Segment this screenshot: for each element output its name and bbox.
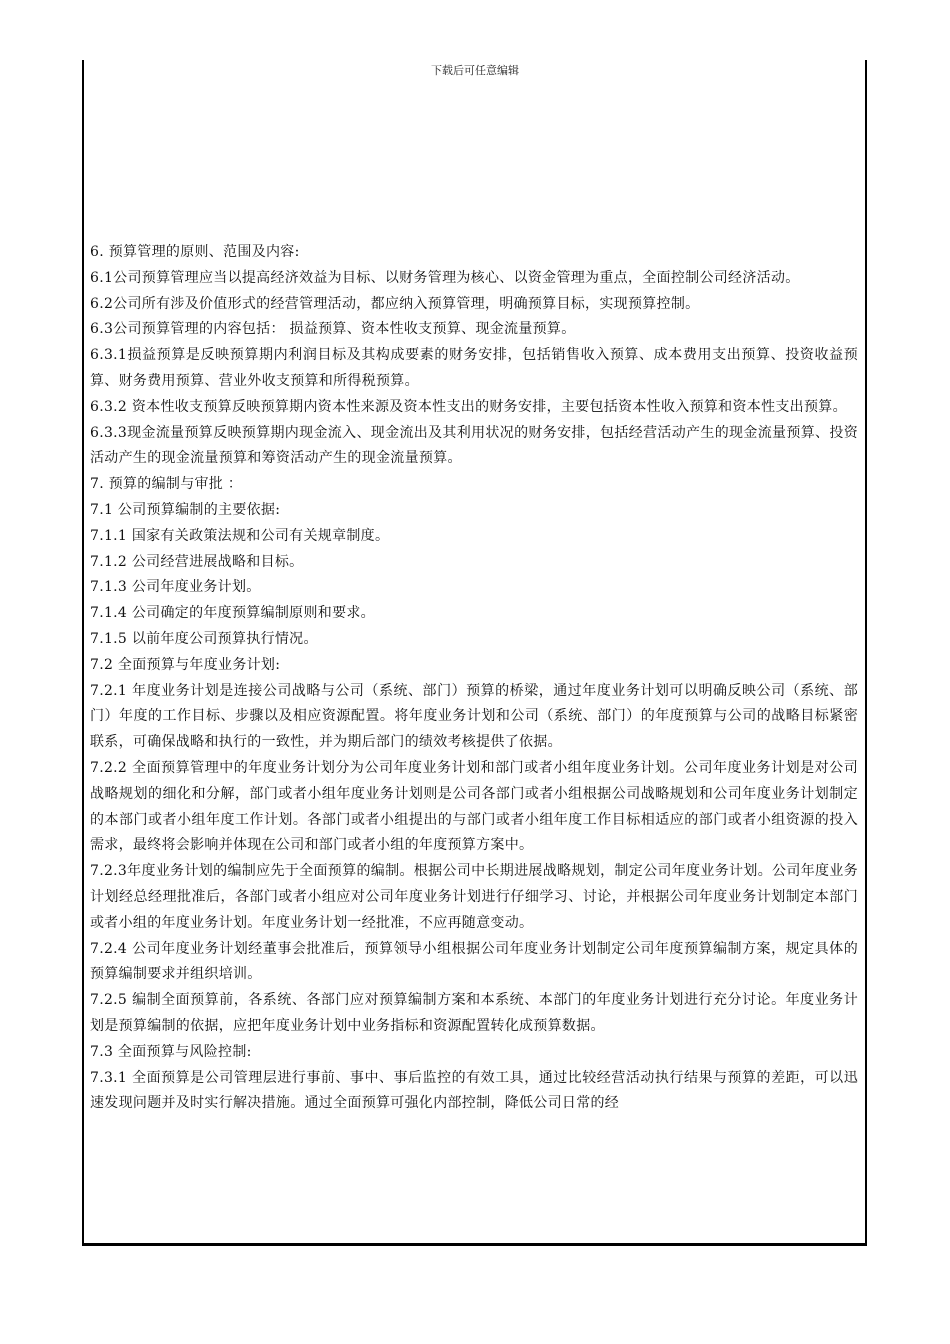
paragraph-7-1-3: 7.1.3 公司年度业务计划。 <box>90 579 261 596</box>
paragraph-7-1-5: 7.1.5 以前年度公司预算执行情况。 <box>90 630 318 647</box>
document-body <box>90 240 858 1117</box>
paragraph-7-1-1: 7.1.1 国家有关政策法规和公司有关规章制度。 <box>90 527 390 544</box>
paragraph-7-2-5: 7.2.5 编制全面预算前，各系统、各部门应对预算编制方案和本系统、本部门的年度业务计划进行充分讨论。年度业务计划是预算编制的依据，应把年度业务计划中业务指标和资源配置转化成预算数据。 <box>90 992 858 1034</box>
paragraph-7-1-4: 7.1.4 公司确定的年度预算编制原则和要求。 <box>90 605 375 622</box>
paragraph-6-3-1: 6.3.1损益预算是反映预算期内利润目标及其构成要素的财务安排，包括销售收入预算、成本费用支出预算、投资收益预算、财务费用预算、营业外收支预算和所得税预算。 <box>90 347 858 389</box>
paragraph-7-2: 7.2 全面预算与年度业务计划: <box>90 656 281 673</box>
section-6-heading: 6. 预算管理的原则、范围及内容: <box>90 244 300 260</box>
paragraph-7-3-1: 7.3.1 全面预算是公司管理层进行事前、事中、事后监控的有效工具，通过比较经营活动执行结果与预算的差距，可以迅速发现问题并及时实行解决措施。通过全面预算可强化内部控制，降低公司日常的经 <box>90 1069 858 1112</box>
paragraph-7-1: 7.1 公司预算编制的主要依据: <box>90 501 281 518</box>
paragraph-7-2-2: 7.2.2 全面预算管理中的年度业务计划分为公司年度业务计划和部门或者小组年度业务计划。公司年度业务计划是对公司战略规划的细化和分解，部门或者小组年度业务计划则是公司各部门或者小组根据公司战略规划和公司年度业务计划制定的本部门或者小组年度工作计划。各部门或者小组提出的与部门或者小组年度工作目标相适应的部门或者小组资源的投入需求，最终将会影响并体现在公司和部门或者小组的年度预算方案中。 <box>90 759 858 854</box>
header-note: 下载后可任意编辑 <box>431 64 519 77</box>
paragraph-7-3: 7.3 全面预算与风险控制: <box>90 1043 252 1060</box>
paragraph-7-2-4: 7.2.4 公司年度业务计划经董事会批准后，预算领导小组根据公司年度业务计划制定公司年度预算编制方案，规定具体的预算编制要求并组织培训。 <box>90 940 858 983</box>
paragraph-6-3: 6.3公司预算管理的内容包括： 损益预算、资本性收支预算、现金流量预算。 <box>90 321 576 338</box>
paragraph-7-1-2: 7.1.2 公司经营进展战略和目标。 <box>90 553 304 570</box>
section-7-heading: 7. 预算的编制与审批 ： <box>90 476 243 493</box>
paragraph-6-3-3: 6.3.3现金流量预算反映预算期内现金流入、现金流出及其利用状况的财务安排，包括经营活动产生的现金流量预算、投资活动产生的现金流量预算和筹资活动产生的现金流量预算。 <box>90 424 858 467</box>
paragraph-6-2: 6.2公司所有涉及价值形式的经营管理活动，都应纳入预算管理，明确预算目标，实现预算控制。 <box>90 295 700 312</box>
paragraph-6-1: 6.1公司预算管理应当以提高经济效益为目标、以财务管理为核心、以资金管理为重点，全面控制公司经济活动。 <box>90 269 800 286</box>
paragraph-6-3-2: 6.3.2 资本性收支预算反映预算期内资本性来源及资本性支出的财务安排，主要包括资本性收入预算和资本性支出预算。 <box>90 398 847 415</box>
paragraph-7-2-3: 7.2.3年度业务计划的编制应先于全面预算的编制。根据公司中长期进展战略规划，制定公司年度业务计划。公司年度业务计划经总经理批准后，各部门或者小组应对公司年度业务计划进行仔细学习、讨论，并根据公司年度业务计划制定本部门或者小组的年度业务计划。年度业务计划一经批准，不应再随意变动。 <box>90 863 858 931</box>
paragraph-7-2-1: 7.2.1 年度业务计划是连接公司战略与公司（系统、部门）预算的桥梁，通过年度业务计划可以明确反映公司（系统、部门）年度的工作目标、步骤以及相应资源配置。将年度业务计划和公司（系统、部门）的年度预算与公司的战略目标紧密联系，可确保战略和执行的一致性，并为期后部门的绩效考核提供了依据。 <box>90 682 858 751</box>
